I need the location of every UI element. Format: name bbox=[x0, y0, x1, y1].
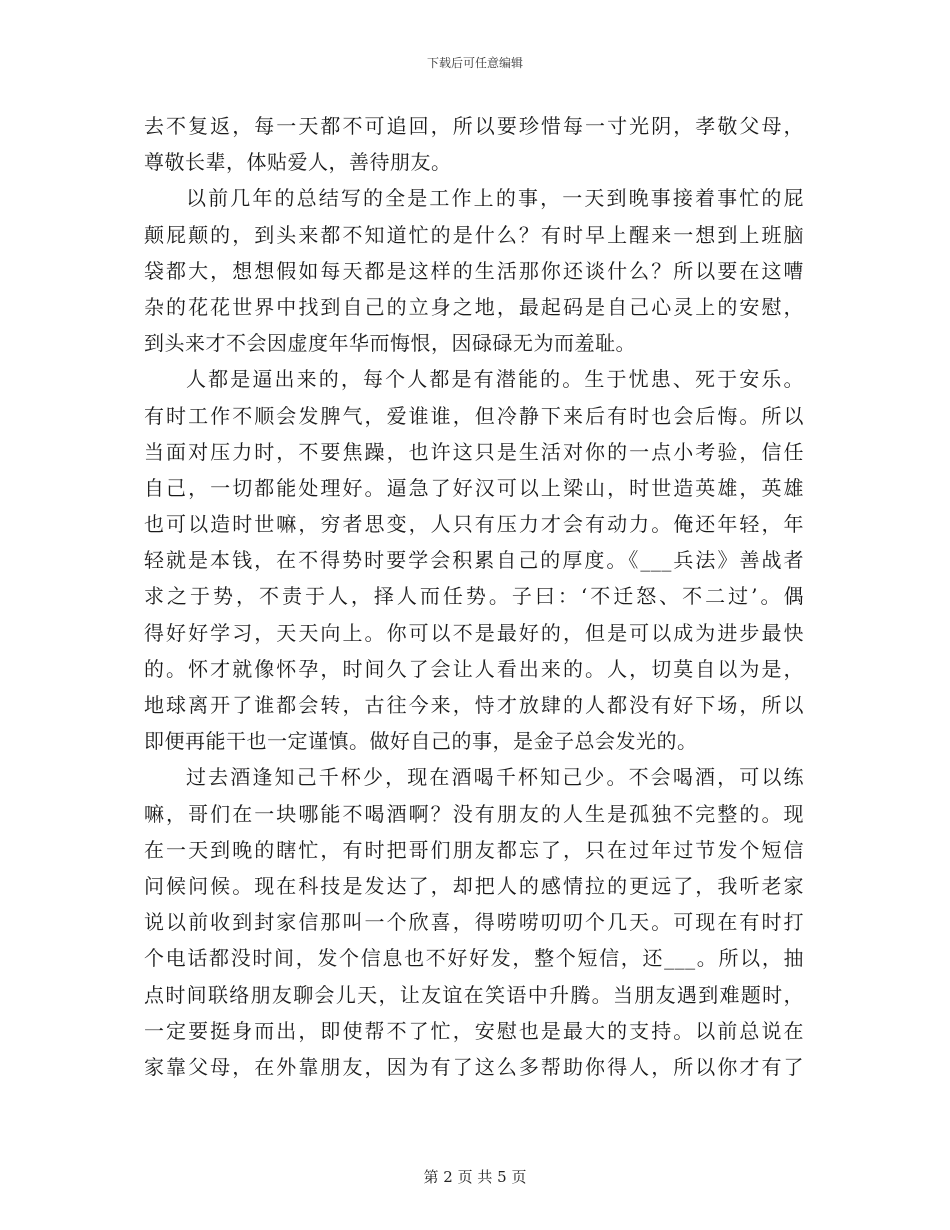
text-line: 求之于势，不责于人，择人而任势。子曰：‘不迁怒、不二过’。偶 bbox=[144, 584, 804, 609]
text-line: 当面对压力时，不要焦躁，也许这只是生活对你的一点小考验，信任 bbox=[144, 439, 804, 464]
text-line: 在一天到晚的瞎忙，有时把哥们朋友都忘了，只在过年过节发个短信 bbox=[144, 837, 804, 862]
text-line: 嘛，哥们在一块哪能不喝酒啊？没有朋友的人生是孤独不完整的。现 bbox=[144, 801, 804, 826]
text-line: 家靠父母，在外靠朋友，因为有了这么多帮助你得人，所以你才有了 bbox=[144, 1054, 804, 1079]
text-line: 到头来才不会因虚度年华而悔恨，因碌碌无为而羞耻。 bbox=[144, 331, 636, 356]
text-line: 的。怀才就像怀孕，时间久了会让人看出来的。人，切莫自以为是， bbox=[144, 656, 804, 681]
text-line: 颠屁颠的，到头来都不知道忙的是什么？有时早上醒来一想到上班脑 bbox=[144, 222, 804, 247]
text-line: 自己，一切都能处理好。逼急了好汉可以上梁山，时世造英雄，英雄 bbox=[144, 475, 804, 500]
text-line: 以前几年的总结写的全是工作上的事，一天到晚事接着事忙的屁 bbox=[186, 186, 804, 211]
document-body bbox=[144, 108, 804, 1085]
text-line: 杂的花花世界中找到自己的立身之地，最起码是自己心灵上的安慰， bbox=[144, 294, 804, 319]
text-line: 也可以造时世嘛，穷者思变，人只有压力才会有动力。俺还年轻，年 bbox=[144, 512, 804, 537]
text-line: 说以前收到封家信那叫一个欣喜，得唠唠叨叨个几天。可现在有时打 bbox=[144, 910, 804, 935]
text-line: 地球离开了谁都会转，古往今来，恃才放肆的人都没有好下场，所以 bbox=[144, 693, 804, 717]
text-line: 尊敬长辈，体贴爱人，善待朋友。 bbox=[144, 150, 452, 175]
text-line: 轻就是本钱，在不得势时要学会积累自己的厚度。《___兵法》善战者 bbox=[144, 548, 804, 573]
text-line: 袋都大，想想假如每天都是这样的生活那你还谈什么？所以要在这嘈 bbox=[144, 258, 804, 283]
text-line: 个电话都没时间，发个信息也不好好发，整个短信，还___。所以，抽 bbox=[144, 946, 804, 971]
page-number: 第 2 页 共 5 页 bbox=[423, 1168, 527, 1186]
text-line: 去不复返，每一天都不可追回，所以要珍惜每一寸光阴，孝敬父母， bbox=[144, 114, 804, 138]
text-line: 点时间联络朋友聊会儿天，让友谊在笑语中升腾。当朋友遇到难题时， bbox=[144, 982, 804, 1007]
text-line: 一定要挺身而出，即使帮不了忙，安慰也是最大的支持。以前总说在 bbox=[144, 1018, 804, 1043]
text-line: 人都是逼出来的，每个人都是有潜能的。生于忧患、死于安乐。 bbox=[186, 367, 804, 392]
text-line: 有时工作不顺会发脾气，爱谁谁，但冷静下来后有时也会后悔。所以 bbox=[144, 403, 804, 428]
page-header: 下载后可任意编辑 bbox=[426, 56, 523, 70]
text-line: 问候问候。现在科技是发达了，却把人的感情拉的更远了，我听老家 bbox=[144, 873, 804, 898]
text-line: 得好好学习，天天向上。你可以不是最好的，但是可以成为进步最快 bbox=[144, 620, 804, 645]
text-line: 过去酒逢知己千杯少，现在酒喝千杯知己少。不会喝酒，可以练 bbox=[186, 765, 804, 790]
text-line: 即便再能干也一定谨慎。做好自己的事，是金子总会发光的。 bbox=[144, 729, 698, 754]
